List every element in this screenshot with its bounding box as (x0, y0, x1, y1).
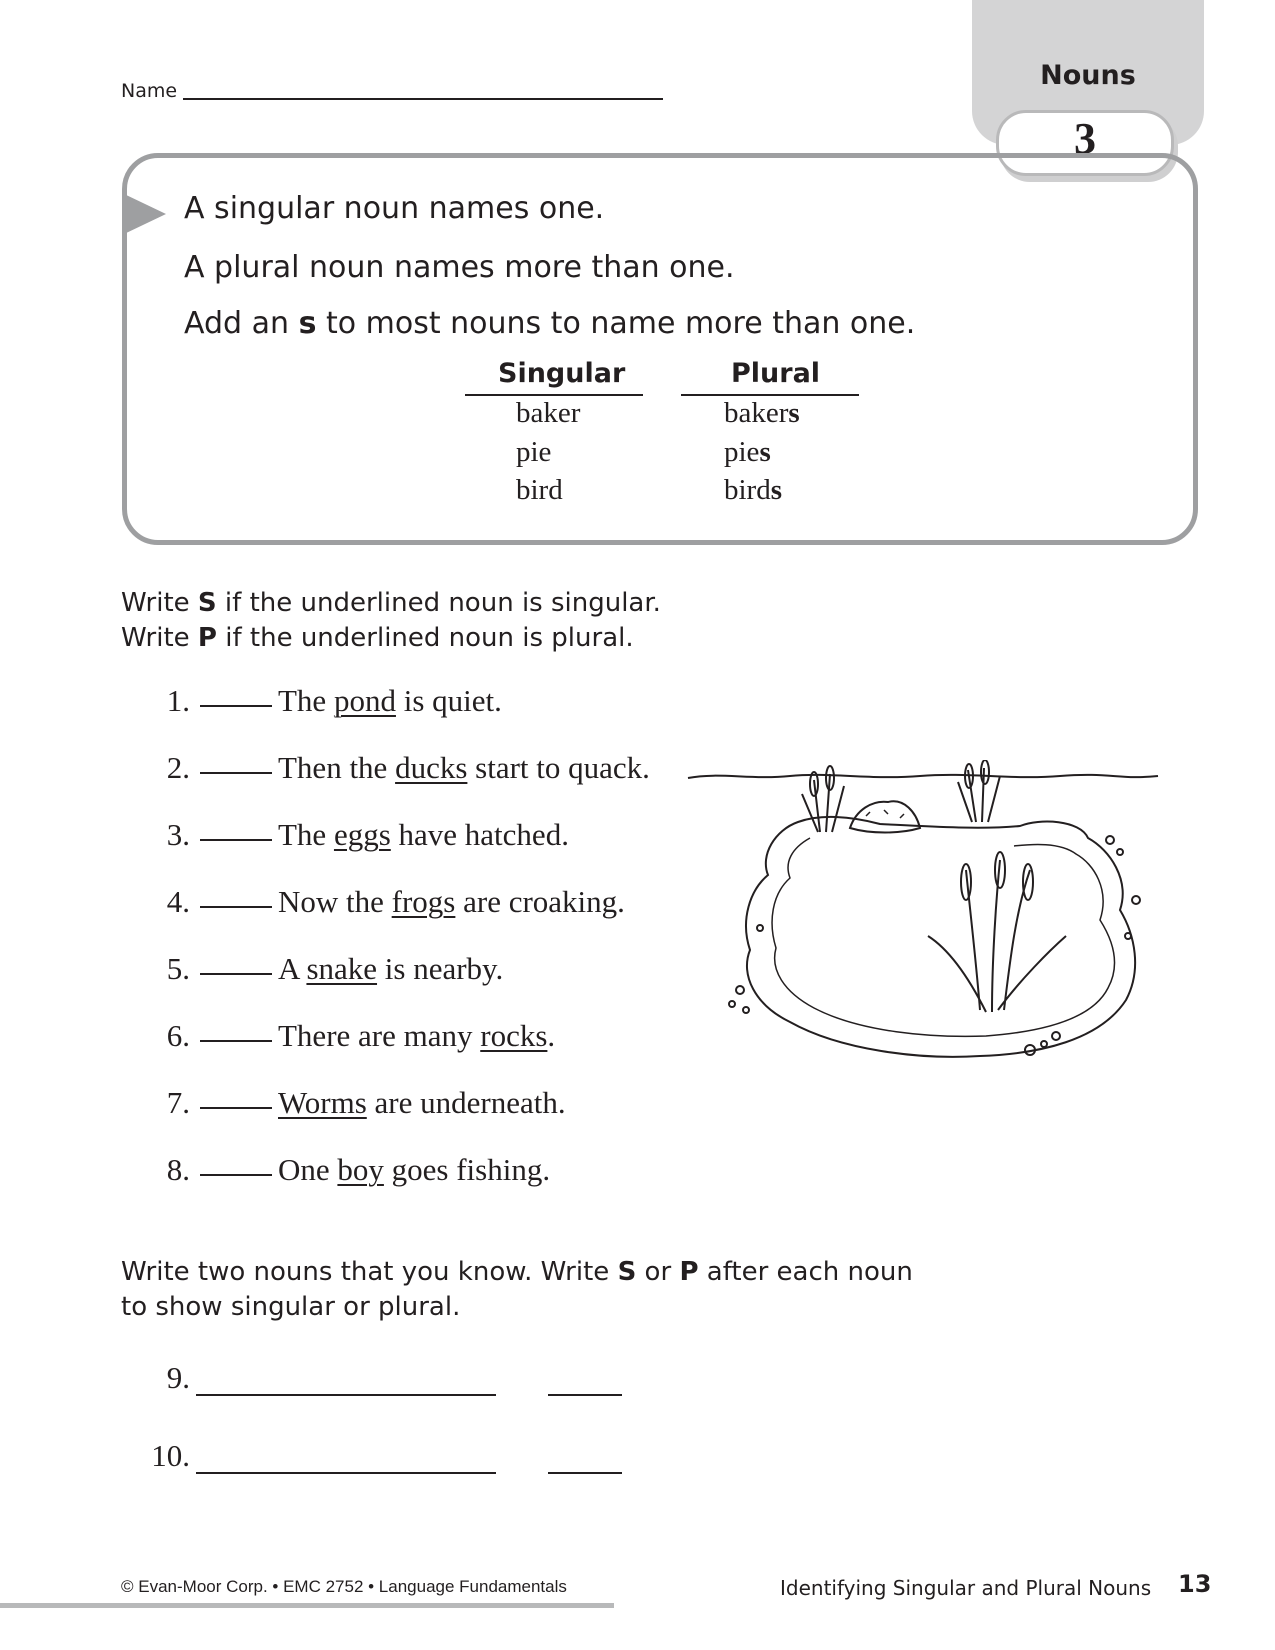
lesson-topic-title: Nouns (1040, 60, 1136, 91)
singular-header-rule (465, 394, 643, 396)
question-item: 4. Now the frogs are croaking. (166, 884, 625, 919)
underlined-noun: rocks (480, 1018, 548, 1053)
question-item: 5. A snake is nearby. (166, 951, 504, 986)
footer-lesson-title: Identifying Singular and Plural Nouns (780, 1576, 1152, 1600)
example-singular: pie (516, 436, 552, 468)
page-number: 13 (1178, 1570, 1212, 1598)
write-item-number: 10. (151, 1438, 190, 1473)
instructions-write-nouns: Write two nouns that you know. Write S or P after each noun to show singular or plural. (121, 1257, 913, 1322)
instructions-s-or-p: Write S if the underlined noun is singular. Write P if the underlined noun is plural. (121, 588, 661, 653)
example-singular: baker (516, 397, 581, 429)
plural-header-rule (681, 394, 859, 396)
underlined-noun: eggs (333, 817, 391, 852)
footer-rule (0, 1603, 614, 1608)
pond-outline (746, 817, 1135, 1057)
s-or-p-answer-line[interactable] (548, 1394, 622, 1396)
underlined-noun: Worms (278, 1085, 367, 1120)
rock-shape (850, 801, 920, 832)
lesson-number: 3 (1074, 114, 1096, 163)
question-item: 3. The eggs have hatched. (166, 817, 569, 852)
rule-line-add-s: Add an s to most nouns to name more than one. (184, 306, 916, 341)
question-item: 7. Worms are underneath. (166, 1085, 566, 1120)
name-label: Name (121, 80, 178, 102)
rule-line-singular: A singular noun names one. (184, 191, 605, 226)
answer-blank[interactable] (200, 973, 272, 975)
write-item-number: 9. (166, 1360, 190, 1395)
example-plural: pies (724, 436, 771, 468)
example-plural: birds (724, 474, 783, 506)
noun-answer-line[interactable] (196, 1394, 496, 1396)
answer-blank[interactable] (200, 705, 272, 707)
water-surface-line (688, 775, 1158, 778)
underlined-noun: frogs (391, 884, 456, 919)
name-field-line[interactable] (183, 98, 663, 100)
rule-line-plural: A plural noun names more than one. (184, 250, 735, 285)
question-item: 6. There are many rocks. (166, 1018, 556, 1053)
answer-blank[interactable] (200, 1174, 272, 1176)
underlined-noun: pond (333, 683, 396, 718)
noun-answer-line[interactable] (196, 1472, 496, 1474)
answer-blank[interactable] (200, 1107, 272, 1109)
pond-illustration (680, 760, 1160, 1090)
question-item: 8. One boy goes fishing. (166, 1152, 551, 1187)
question-item: 2. Then the ducks start to quack. (166, 750, 650, 785)
reeds-left (802, 774, 844, 832)
example-plural: bakers (724, 397, 800, 429)
question-item: 1. The pond is quiet. (166, 683, 502, 718)
underlined-noun: snake (306, 951, 378, 986)
answer-blank[interactable] (200, 1040, 272, 1042)
underlined-noun: ducks (395, 750, 468, 785)
answer-blank[interactable] (200, 839, 272, 841)
answer-blank[interactable] (200, 772, 272, 774)
pointer-arrow-icon (122, 193, 166, 235)
footer-copyright: © Evan-Moor Corp. • EMC 2752 • Language Fundamentals (121, 1577, 567, 1596)
answer-blank[interactable] (200, 906, 272, 908)
pond-inner-edge (772, 838, 1114, 1036)
underlined-noun: boy (337, 1152, 384, 1187)
singular-column-header: Singular (498, 358, 626, 389)
example-singular: bird (516, 474, 563, 506)
plural-column-header: Plural (731, 358, 821, 389)
s-or-p-answer-line[interactable] (548, 1472, 622, 1474)
